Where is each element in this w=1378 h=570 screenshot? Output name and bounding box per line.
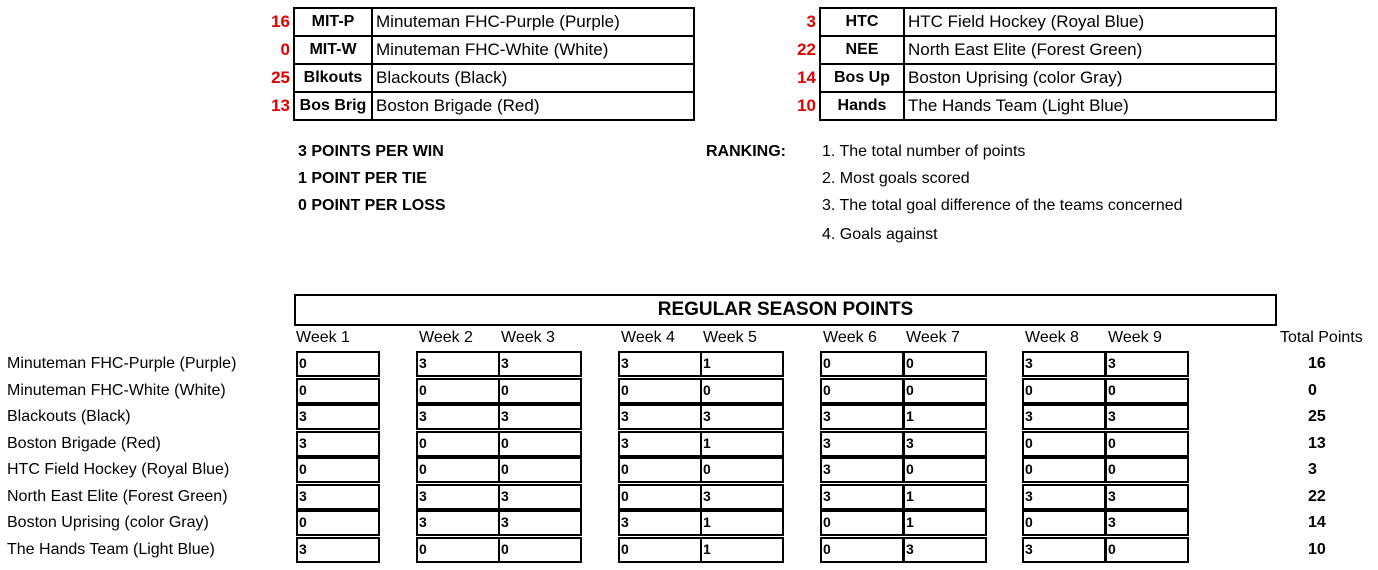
week-score-cell: 0	[416, 378, 500, 404]
week-score-cell: 0	[296, 378, 380, 404]
legend-points: 25	[271, 68, 290, 87]
week-score-cell: 3	[296, 404, 380, 430]
legend-team-name: The Hands Team (Light Blue)	[904, 92, 1276, 120]
week-score-cell: 0	[1105, 431, 1189, 457]
team-name: Minuteman FHC-Purple (Purple)	[7, 355, 237, 372]
week-score-cell: 3	[820, 431, 904, 457]
legend-team-name: Boston Uprising (color Gray)	[904, 64, 1276, 92]
team-total-points: 3	[1308, 461, 1317, 478]
week-score-cell: 3	[498, 404, 582, 430]
week-score-cell: 3	[1022, 351, 1106, 377]
legend-row	[262, 64, 694, 92]
week-score-cell: 0	[820, 510, 904, 536]
week-score-cell: 3	[700, 404, 784, 430]
week-score-cell: 3	[296, 431, 380, 457]
legend-abbr: HTC	[820, 8, 904, 36]
ranking-criterion: 3. The total goal difference of the teams concerned	[822, 197, 1183, 214]
legend-abbr: Bos Up	[820, 64, 904, 92]
ranking-criterion: 2. Most goals scored	[822, 170, 970, 187]
team-name: Boston Uprising (color Gray)	[7, 514, 209, 531]
week-header: Week 7	[906, 329, 960, 346]
legend-points: 0	[280, 40, 290, 59]
legend-points: 3	[806, 12, 816, 31]
week-score-cell: 3	[618, 351, 702, 377]
week-score-cell: 3	[498, 510, 582, 536]
week-score-cell: 3	[820, 484, 904, 510]
rule-tie: 1 POINT PER TIE	[298, 170, 427, 187]
week-score-cell: 1	[903, 484, 987, 510]
total-points-header: Total Points	[1280, 329, 1363, 346]
week-score-cell: 3	[416, 351, 500, 377]
week-score-cell: 3	[903, 431, 987, 457]
week-score-cell: 0	[903, 378, 987, 404]
week-score-cell: 0	[1105, 378, 1189, 404]
team-name: Blackouts (Black)	[7, 408, 131, 425]
legend-row	[262, 36, 694, 64]
team-total-points: 0	[1308, 381, 1317, 399]
week-score-cell: 0	[618, 378, 702, 404]
rule-win: 3 POINTS PER WIN	[298, 143, 444, 160]
week-score-cell: 0	[618, 537, 702, 563]
team-name: Minuteman FHC-White (White)	[7, 381, 226, 399]
week-score-cell: 0	[416, 457, 500, 483]
legend-row	[786, 36, 1276, 64]
week-score-cell: 3	[498, 484, 582, 510]
week-score-cell: 0	[1105, 457, 1189, 483]
team-total-points: 25	[1308, 408, 1326, 425]
week-score-cell: 0	[903, 351, 987, 377]
week-header: Week 1	[296, 329, 350, 346]
week-score-cell: 3	[1105, 351, 1189, 377]
week-score-cell: 1	[700, 431, 784, 457]
week-score-cell: 0	[700, 457, 784, 483]
legend-points: 22	[797, 40, 816, 59]
week-score-cell: 3	[1022, 484, 1106, 510]
legend-abbr: MIT-W	[294, 36, 372, 64]
week-score-cell: 0	[820, 537, 904, 563]
week-score-cell: 3	[1105, 484, 1189, 510]
week-score-cell: 0	[296, 351, 380, 377]
week-score-cell: 0	[1022, 378, 1106, 404]
team-name: The Hands Team (Light Blue)	[7, 540, 215, 558]
legend-team-name: Minuteman FHC-Purple (Purple)	[372, 8, 694, 36]
week-score-cell: 3	[1022, 537, 1106, 563]
week-score-cell: 1	[903, 404, 987, 430]
team-name: North East Elite (Forest Green)	[7, 487, 228, 505]
team-total-points: 10	[1308, 540, 1326, 558]
week-header: Week 2	[419, 329, 473, 346]
legend-team-name: HTC Field Hockey (Royal Blue)	[904, 8, 1276, 36]
week-score-cell: 0	[498, 537, 582, 563]
legend-points: 16	[271, 12, 290, 31]
week-score-cell: 0	[498, 378, 582, 404]
week-score-cell: 3	[416, 404, 500, 430]
team-name: Boston Brigade (Red)	[7, 434, 161, 452]
legend-abbr: Hands	[820, 92, 904, 120]
week-score-cell: 0	[498, 431, 582, 457]
week-score-cell: 3	[820, 457, 904, 483]
team-total-points: 13	[1308, 434, 1326, 452]
week-score-cell: 0	[820, 351, 904, 377]
week-score-cell: 0	[498, 457, 582, 483]
legend-row	[262, 8, 694, 36]
week-score-cell: 1	[700, 510, 784, 536]
week-score-cell: 0	[1105, 537, 1189, 563]
week-score-cell: 0	[416, 537, 500, 563]
week-header: Week 8	[1025, 329, 1079, 346]
legend-team-name: North East Elite (Forest Green)	[904, 36, 1276, 64]
legend-team-name: Blackouts (Black)	[372, 64, 694, 92]
legend-team-name: Boston Brigade (Red)	[372, 92, 694, 120]
team-total-points: 22	[1308, 487, 1326, 505]
week-score-cell: 3	[416, 510, 500, 536]
legend-row	[786, 92, 1276, 120]
week-score-cell: 3	[1105, 404, 1189, 430]
legend-row	[262, 92, 694, 120]
week-score-cell: 3	[1022, 404, 1106, 430]
week-score-cell: 3	[618, 404, 702, 430]
team-legend-left	[262, 7, 695, 121]
legend-team-name: Minuteman FHC-White (White)	[372, 36, 694, 64]
week-score-cell: 0	[618, 484, 702, 510]
week-score-cell: 0	[296, 457, 380, 483]
table-title: REGULAR SEASON POINTS	[294, 294, 1277, 326]
week-score-cell: 3	[700, 484, 784, 510]
ranking-label: RANKING:	[706, 143, 786, 160]
week-score-cell: 3	[1105, 510, 1189, 536]
legend-points: 10	[797, 96, 816, 115]
week-score-cell: 3	[296, 537, 380, 563]
week-score-cell: 3	[296, 484, 380, 510]
week-score-cell: 3	[416, 484, 500, 510]
week-header: Week 6	[823, 329, 877, 346]
week-score-cell: 3	[618, 431, 702, 457]
team-name: HTC Field Hockey (Royal Blue)	[7, 461, 230, 478]
week-score-cell: 0	[1022, 510, 1106, 536]
week-score-cell: 0	[1022, 431, 1106, 457]
legend-abbr: Blkouts	[294, 64, 372, 92]
legend-points: 13	[271, 96, 290, 115]
week-score-cell: 3	[820, 404, 904, 430]
team-legend-right	[786, 7, 1277, 121]
ranking-criterion: 4. Goals against	[822, 226, 938, 243]
week-score-cell: 3	[903, 537, 987, 563]
legend-abbr: Bos Brig	[294, 92, 372, 120]
week-score-cell: 1	[700, 351, 784, 377]
week-header: Week 5	[703, 329, 757, 346]
week-header: Week 4	[621, 329, 675, 346]
week-score-cell: 0	[700, 378, 784, 404]
week-score-cell: 0	[1022, 457, 1106, 483]
week-score-cell: 3	[498, 351, 582, 377]
team-total-points: 16	[1308, 355, 1326, 372]
week-score-cell: 0	[820, 378, 904, 404]
rule-loss: 0 POINT PER LOSS	[298, 197, 446, 214]
legend-row	[786, 8, 1276, 36]
week-header: Week 9	[1108, 329, 1162, 346]
week-score-cell: 0	[296, 510, 380, 536]
week-score-cell: 0	[416, 431, 500, 457]
ranking-criterion: 1. The total number of points	[822, 143, 1026, 160]
week-score-cell: 3	[618, 510, 702, 536]
week-score-cell: 1	[903, 510, 987, 536]
legend-points: 14	[797, 68, 816, 87]
week-header: Week 3	[501, 329, 555, 346]
week-score-cell: 0	[618, 457, 702, 483]
legend-abbr: MIT-P	[294, 8, 372, 36]
week-score-cell: 0	[903, 457, 987, 483]
team-total-points: 14	[1308, 514, 1326, 531]
legend-abbr: NEE	[820, 36, 904, 64]
week-score-cell: 1	[700, 537, 784, 563]
legend-row	[786, 64, 1276, 92]
